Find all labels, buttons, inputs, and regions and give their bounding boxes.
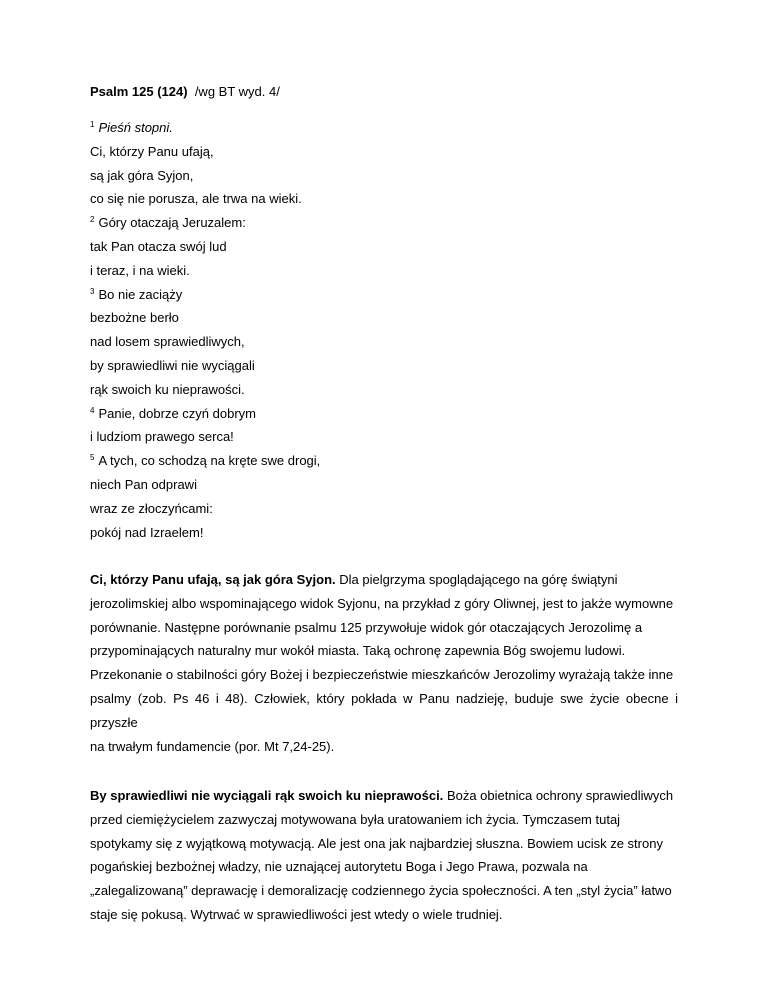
commentary-line: „zalegalizowaną” deprawację i demoralizację codziennego życia społeczności. A ten „styl życia” łatwo xyxy=(90,883,672,899)
commentary-paragraph-1 xyxy=(90,568,678,758)
verse-text: rąk swoich ku nieprawości. xyxy=(90,381,245,397)
verse-text: by sprawiedliwi nie wyciągali xyxy=(90,357,255,373)
commentary-lead: By sprawiedliwi nie wyciągali rąk swoich ku nieprawości. xyxy=(90,788,444,803)
verse-number: 4 xyxy=(90,405,95,415)
verse-line xyxy=(90,116,320,140)
verse-line xyxy=(90,187,320,211)
verse-line xyxy=(90,449,320,473)
verse-line xyxy=(90,283,320,307)
psalm-title: Psalm 125 (124) xyxy=(90,84,188,99)
commentary-line: Przekonanie o stabilności góry Bożej i bezpieczeństwie mieszkańców Jerozolimy wyrażają także inne xyxy=(90,667,674,683)
verse-line xyxy=(90,378,320,402)
commentary-line: spotykamy się z wyjątkową motywacją. Ale jest ona jak najbardziej słuszna. Bowiem ucisk ze strony xyxy=(90,835,663,851)
verse-text: A tych, co schodzą na kręte swe drogi, xyxy=(98,453,321,469)
verse-line xyxy=(90,164,320,188)
verse-line xyxy=(90,140,320,164)
verse-line xyxy=(90,402,320,426)
verse-line xyxy=(90,306,320,330)
verse-text: Ci, którzy Panu ufają, xyxy=(90,143,214,159)
verse-text: tak Pan otacza swój lud xyxy=(90,238,227,254)
commentary-line: staje się pokusą. Wytrwać w sprawiedliwości jest wtedy o wiele trudniej. xyxy=(90,906,503,922)
verse-line xyxy=(90,425,320,449)
verse-text: wraz ze złoczyńcami: xyxy=(90,500,213,516)
verse-text: Bo nie zaciąży xyxy=(98,286,183,302)
verse-text: co się nie porusza, ale trwa na wieki. xyxy=(90,191,302,207)
verse-text: i ludziom prawego serca! xyxy=(90,429,234,445)
commentary-line: pogańskiej bezbożnej władzy, nie uznającej autorytetu Boga i Jego Prawa, pozwala na xyxy=(90,859,588,875)
commentary-line: przed ciemiężycielem zazwyczaj motywowana była uratowaniem ich życia. Tymczasem tutaj xyxy=(90,811,621,827)
verse-number: 1 xyxy=(90,120,95,129)
verse-text: bezbożne berło xyxy=(90,310,179,326)
verse-text: Pieśń stopni. xyxy=(98,120,173,135)
commentary-text: Dla pielgrzyma spoglądającego na górę świątyni xyxy=(339,572,618,587)
commentary-line: przypominających naturalny mur wokół miasta. Taką ochronę zapewnia Bóg swojemu ludowi. xyxy=(90,643,626,659)
commentary-line: porównanie. Następne porównanie psalmu 125 przywołuje widok gór otaczających Jerozolimę a xyxy=(90,619,643,635)
verse-text: pokój nad Izraelem! xyxy=(90,524,204,540)
translation-source: /wg BT wyd. 4/ xyxy=(194,84,280,99)
commentary-paragraph-2 xyxy=(90,784,678,927)
verse-line xyxy=(90,497,320,521)
verse-text: i teraz, i na wieki. xyxy=(90,262,190,278)
commentary-line xyxy=(90,784,678,808)
verse-text: nad losem sprawiedliwych, xyxy=(90,334,245,350)
commentary-line: jerozolimskiej albo wspominającego widok Syjonu, na przykład z góry Oliwnej, jest to jakże wymowne xyxy=(90,595,674,611)
verse-text: Góry otaczają Jeruzalem: xyxy=(98,215,246,231)
commentary-line xyxy=(90,568,678,592)
verse-line xyxy=(90,354,320,378)
commentary-line: psalmy (zob. Ps 46 i 48). Człowiek, który pokłada w Panu nadzieję, buduje swe życie obecne i przyszłe xyxy=(90,690,678,730)
verse-number: 3 xyxy=(90,286,95,296)
verse-text: niech Pan odprawi xyxy=(90,476,197,492)
document-header xyxy=(90,84,280,100)
verse-line xyxy=(90,473,320,497)
verse-line xyxy=(90,521,320,545)
commentary-line: na trwałym fundamencie (por. Mt 7,24-25). xyxy=(90,738,335,754)
psalm-verses xyxy=(90,116,320,544)
verse-number: 2 xyxy=(90,215,95,225)
verse-line xyxy=(90,211,320,235)
verse-text: są jak góra Syjon, xyxy=(90,167,194,183)
verse-line xyxy=(90,259,320,283)
commentary-lead: Ci, którzy Panu ufają, są jak góra Syjon. xyxy=(90,572,336,587)
commentary-text: Boża obietnica ochrony sprawiedliwych xyxy=(446,788,674,803)
verse-line xyxy=(90,235,320,259)
verse-number: 5 xyxy=(90,453,95,463)
verse-line xyxy=(90,330,320,354)
verse-text: Panie, dobrze czyń dobrym xyxy=(98,405,256,421)
